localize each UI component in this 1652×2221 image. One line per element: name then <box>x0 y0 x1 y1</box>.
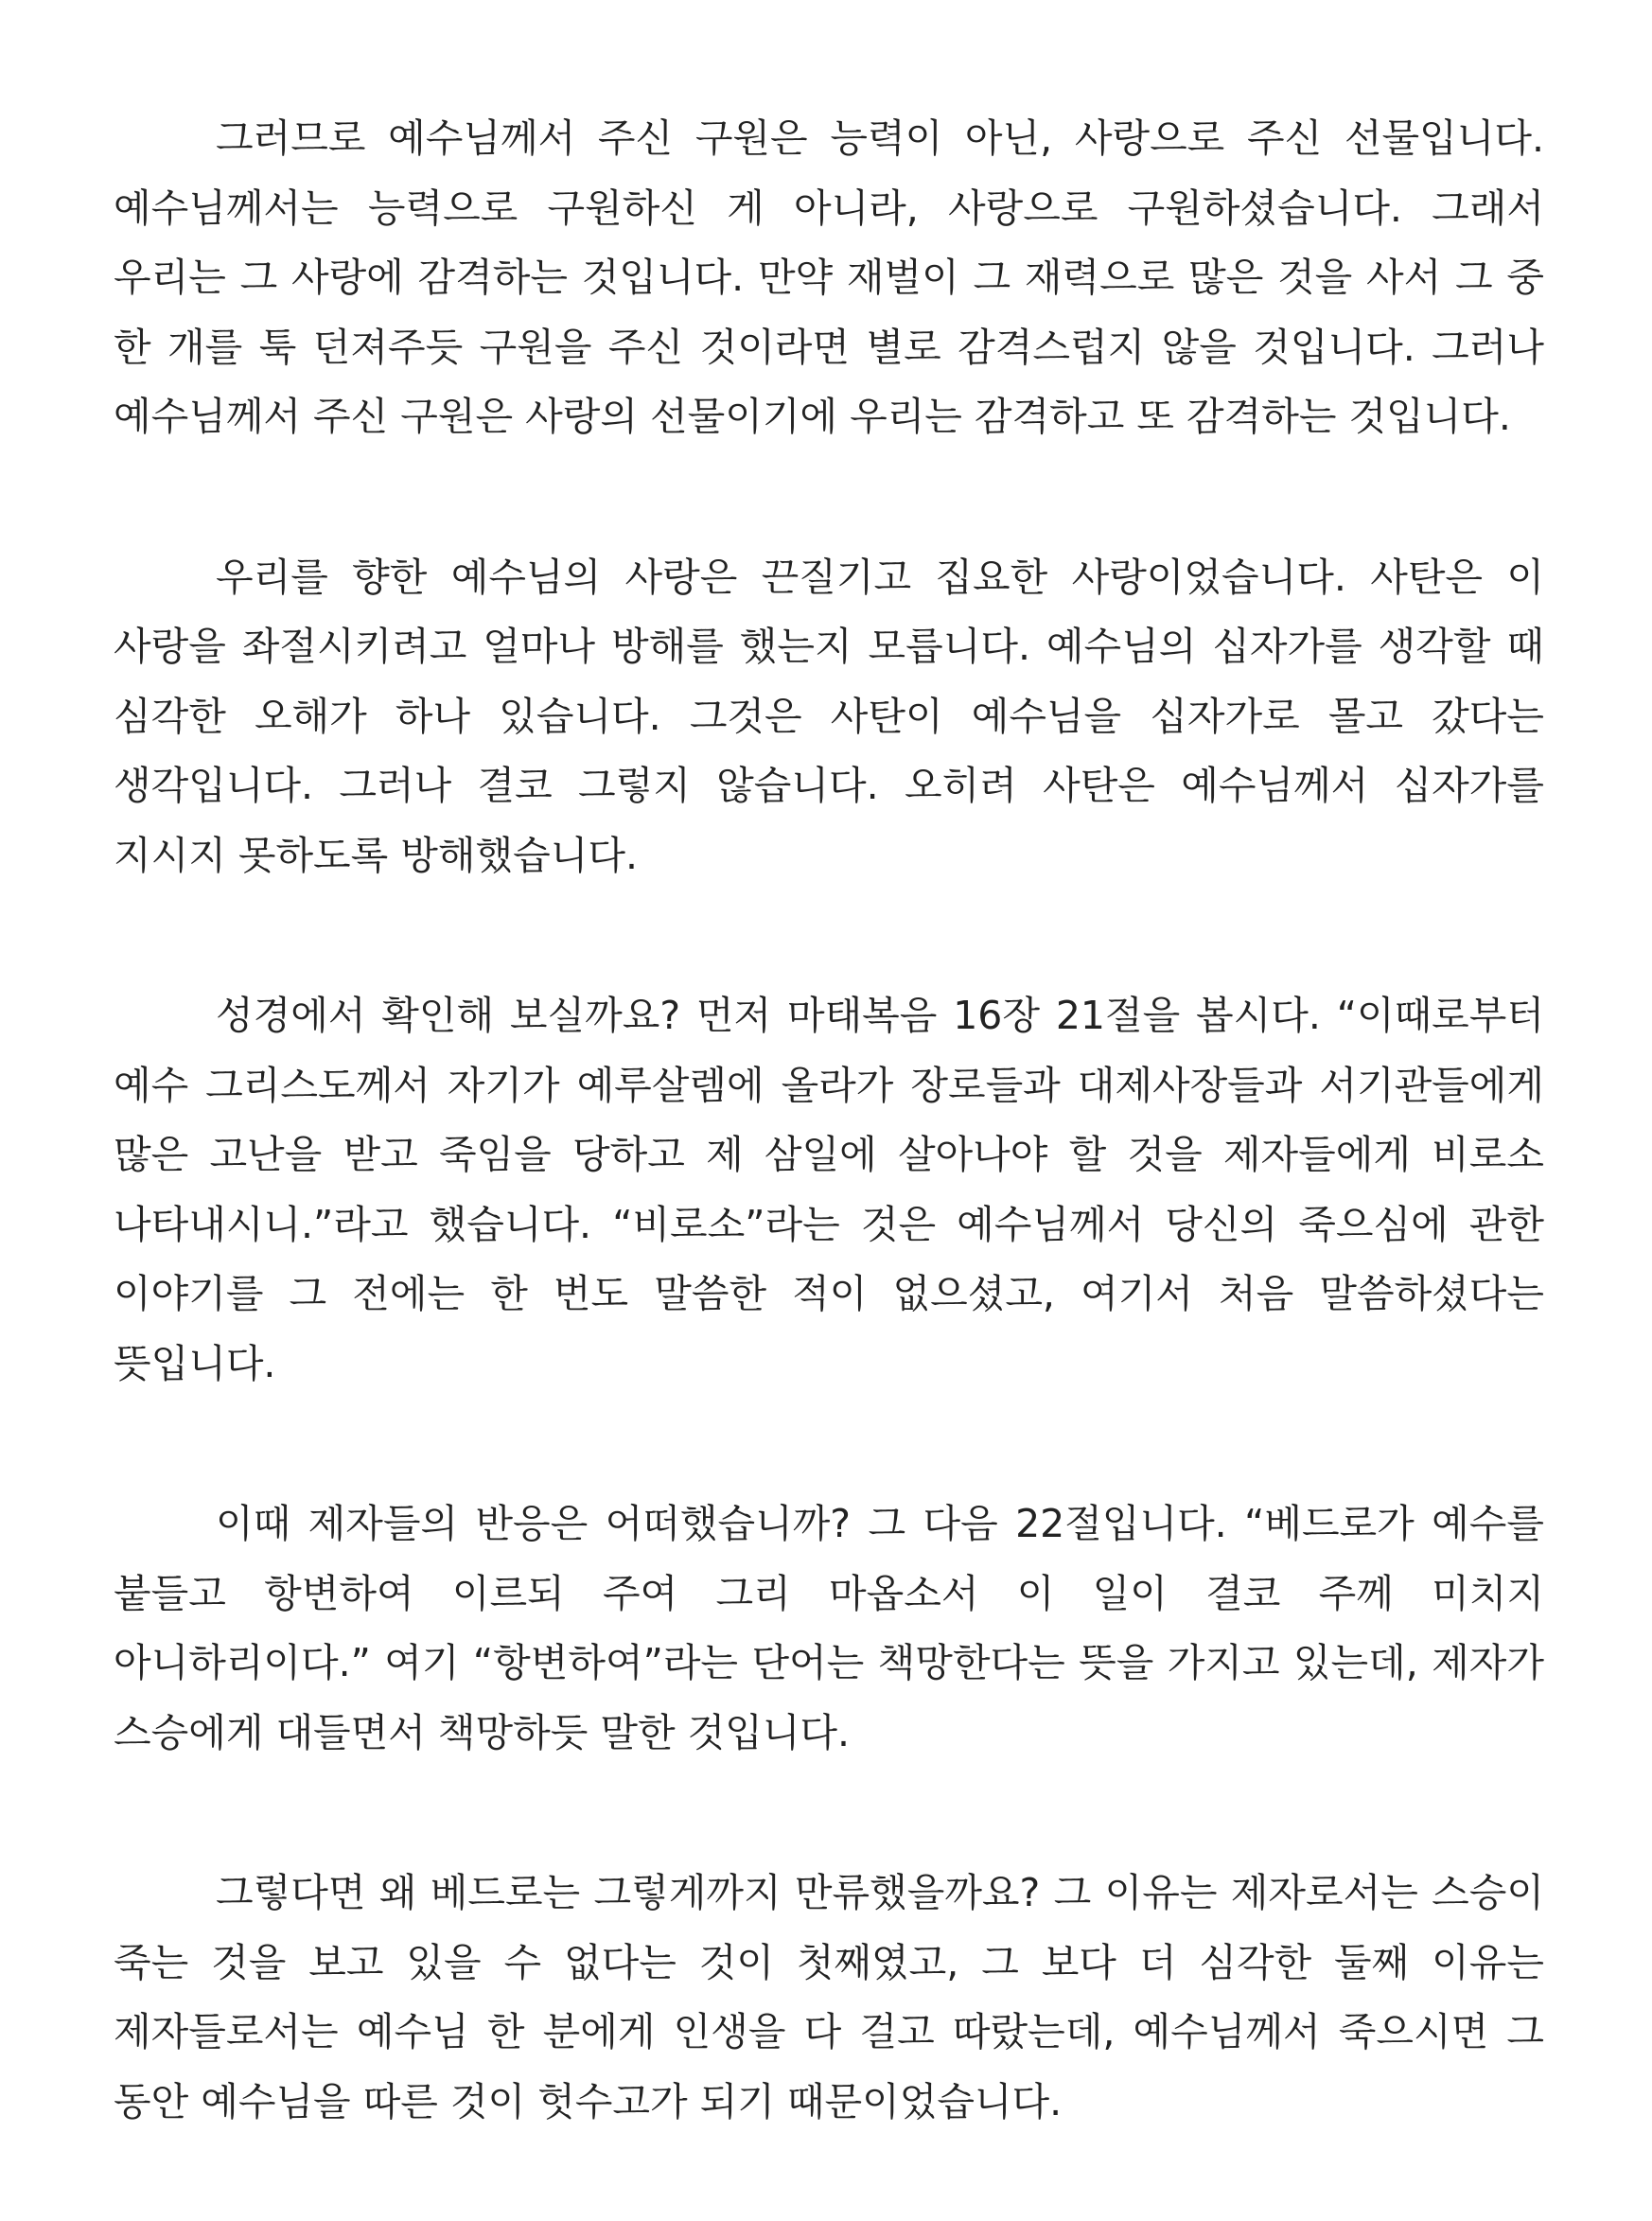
paragraph-5: 그렇다면 왜 베드로는 그렇게까지 만류했을까요? 그 이유는 제자로서는 스승이 죽는 것을 보고 있을 수 없다는 것이 첫째였고, 그 보다 더 심각한 둘째 이유는 제자들로서는 예수님 한 분에게 인생을 다 걸고 따랐는데, 예수님께서 죽으시면 그 동안 예수님을 따른 것이 헛수고가 되기 때문이었습니다. <box>114 1870 1544 2124</box>
paragraph-3: 성경에서 확인해 보실까요? 먼저 마태복음 16장 21절을 봅시다. “이때로부터 예수 그리스도께서 자기가 예루살렘에 올라가 장로들과 대제사장들과 서기관들에게 많은 고난을 받고 죽임을 당하고 제 삼일에 살아나야 할 것을 제자들에게 비로소 나타내시니.”라고 했습니다. “비로소”라는 것은 예수님께서 당신의 죽으심에 관한 이야기를 그 전에는 한 번도 말씀한 적이 없으셨고, 여기서 처음 말씀하셨다는 뜻입니다. <box>114 993 1544 1386</box>
paragraph-2: 우리를 향한 예수님의 사랑은 끈질기고 집요한 사랑이었습니다. 사탄은 이 사랑을 좌절시키려고 얼마나 방해를 했는지 모릅니다. 예수님의 십자가를 생각할 때 심각한 오해가 하나 있습니다. 그것은 사탄이 예수님을 십자가로 몰고 갔다는 생각입니다. 그러나 결코 그렇지 않습니다. 오히려 사탄은 예수님께서 십자가를 지시지 못하도록 방해했습니다. <box>114 554 1544 878</box>
paragraph-4: 이때 제자들의 반응은 어떠했습니까? 그 다음 22절입니다. “베드로가 예수를 붙들고 항변하여 이르되 주여 그리 마옵소서 이 일이 결코 주께 미치지 아니하리이다.” 여기 “항변하여”라는 단어는 책망한다는 뜻을 가지고 있는데, 제자가 스승에게 대들면서 책망하듯 말한 것입니다. <box>114 1501 1544 1755</box>
paragraph-1: 그러므로 예수님께서 주신 구원은 능력이 아닌, 사랑으로 주신 선물입니다. 예수님께서는 능력으로 구원하신 게 아니라, 사랑으로 구원하셨습니다. 그래서 우리는 그 사랑에 감격하는 것입니다. 만약 재벌이 그 재력으로 많은 것을 사서 그 중 한 개를 툭 던져주듯 구원을 주신 것이라면 별로 감격스럽지 않을 것입니다. 그러나 예수님께서 주신 구원은 사랑의 선물이기에 우리는 감격하고 또 감격하는 것입니다. <box>114 115 1544 439</box>
document-page <box>114 104 1544 2137</box>
